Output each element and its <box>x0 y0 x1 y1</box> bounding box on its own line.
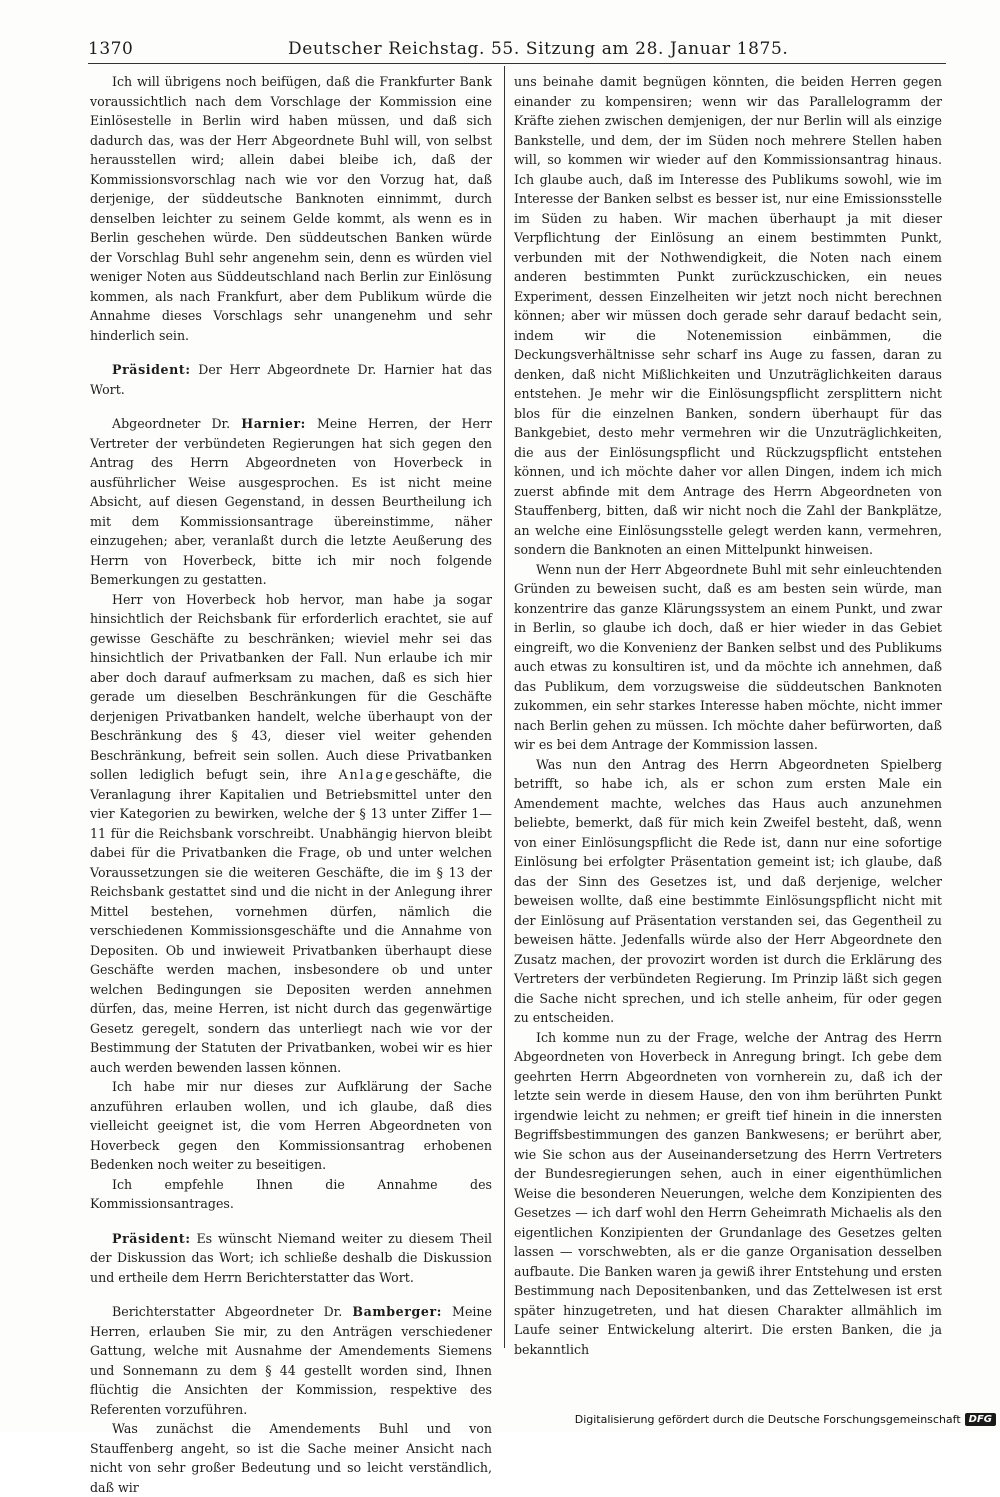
paragraph <box>90 414 492 590</box>
credit-text: Digitalisierung gefördert durch die Deutsche Forschungsgemeinschaft <box>574 1413 961 1426</box>
paragraph: uns beinahe damit begnügen könnten, die beiden Herren gegen einander zu kompensiren; wenn wir das Parallelogramm der Kräfte ziehen zwischen demjenigen, der nur Berlin will als einzige Bankstelle, und dem, der im Süden noch mehrere Stellen haben will, so kommen wir wieder auf den Kommissionsantrag hinaus. Ich glaube auch, daß im Interesse des Publikums sowohl, wie im Interesse der Banken selbst es besser ist, nur eine Emissionsstelle im Süden zu haben. Wir machen überhaupt ja mit dieser Verpflichtung der Einlösung an einem bestimmten Punkt, verbunden mit der Nothwendigkeit, die Noten nach einem anderen bestimmten Punkt zurückzuschicken, ein neues Experiment, dessen Einzelheiten wir jetzt noch nicht berechnen können; aber wir müssen doch gerade sehr darauf bedacht sein, indem wir die Notenemission einbämmen, die Deckungsverhältnisse sehr scharf ins Auge zu fassen, daran zu denken, daß nicht Mißlichkeiten und Unzuträglichkeiten daraus entstehen. Je mehr wir die Einlösungspflicht zersplittern nicht blos für die einzelnen Banken, sondern überhaupt für das Bankgebiet, desto mehr vermehren wir die Unzuträglichkeiten, die aus der Einlösungspflicht und Rückzugspflicht entstehen können, und ich möchte daher vor allen Dingen, indem ich mich zuerst abfinde mit dem Antrage des Herrn Abgeordneten von Stauffenberg, bitten, daß wir nicht noch die Zahl der Bankplätze, an welche eine Einlösungsstelle gelegt werden kann, vermehren, sondern die Banknoten an einen Mittelpunkt hinweisen. <box>514 74 942 557</box>
header-rule <box>88 63 946 64</box>
speaker-name: Bamberger: <box>352 1304 443 1319</box>
paragraph: Wenn nun der Herr Abgeordnete Buhl mit sehr einleuchtenden Gründen zu beweisen sucht, daß es am besten sein würde, man konzentrire das ganze Klärungssystem an einem Punkt, und zwar in Berlin, so glaube ich doch, daß er hier wieder in das Gebiet eingreift, wo die Konvenienz der Banken selbst und des Publikums auch etwas zu konsultiren ist, und da möchte ich annehmen, daß das Publikum, dem vorzugsweise die süddeutschen Banknoten zukommen, ein sehr starkes Interesse haben möchte, nicht immer nach Berlin gehen zu müssen. Ich möchte daher befürworten, daß wir es bei dem Antrage der Kommission lassen. <box>514 561 942 752</box>
page-number: 1370 <box>88 39 134 59</box>
paragraph: Was nun den Antrag des Herrn Abgeordneten Spielberg betrifft, so habe ich, als er schon zum ersten Male ein Amendement machte, welches das Haus auch anzunehmen beliebte, bemerkt, daß für mich kein Zweifel besteht, daß, wenn von einer Einlösungspflicht die Rede ist, dann nur eine sofortige Einlösung bei erfolgter Präsentation gemeint ist; ich glaube, daß das der Sinn des Gesetzes ist, und daß derjenige, welcher beweisen wollte, daß eine bestimmte Einlösungspflicht nicht mit der Einlösung auf Präsentation verstanden sei, das Gegentheil zu beweisen hätte. Jedenfalls würde also der Herr Abgeordnete den Zusatz machen, der provozirt worden ist durch die Erklärung des Vertreters der verbündeten Regierung. Im Prinzip läßt sich gegen die Sache nicht sprechen, und ich stelle anheim, für oder gegen zu entscheiden. <box>514 756 942 1025</box>
running-title: Deutscher Reichstag. 55. Sitzung am 28. Januar 1875. <box>288 39 789 59</box>
paragraph <box>90 1229 492 1288</box>
speech-text: Meine Herren, der Herr Vertreter der verbündeten Regierungen hat sich gegen den Antrag des Herrn Abgeordneten von Hoverbeck in ausführlicher Weise ausgesprochen. Es ist nicht meine Absicht, auf diesen Gegenstand, in dessen Beurtheilung ich mit dem Kommissionsantrage übereinstimme, näher einzugehen; aber, veranlaßt durch die letzte Aeußerung des Herrn von Hoverbeck, bitte ich mir noch folgende Bemerkungen zu gestatten. <box>90 416 492 587</box>
paragraph: Was zunächst die Amendements Buhl und von Stauffenberg angeht, so ist die Sache meiner Ansicht nach nicht von sehr großer Bedeutung und so leicht verständlich, daß wir <box>90 1421 492 1495</box>
paragraph: Ich empfehle Ihnen die Annahme des Kommissionsantrages. <box>90 1176 492 1211</box>
speech-text: Es wünscht Niemand weiter zu diesem Theil der Diskussion das Wort; ich schließe deshalb die Diskussion und ertheile dem Herrn Berichterstatter das Wort. <box>90 1230 492 1285</box>
speaker-title: Abgeordneter Dr. <box>112 416 242 431</box>
speaker-name: Präsident: <box>112 362 191 377</box>
paragraph: Ich komme nun zu der Frage, welche der Antrag des Herrn Abgeordneten von Hoverbeck in Anregung bringt. Ich gebe dem geehrten Herrn Abgeordneten von vornherein zu, daß ich der letzte sein werde in diesem Hause, den von ihm berührten Punkt irgendwie leicht zu nehmen; er greift tief hinein in die innersten Begriffsbestimmungen des ganzen Bankwesens; er berührt aber, wie Sie schon aus der Auseinandersetzung des Herrn Vertreters der Bundesregierungen sehen, auch in einer eigenthümlichen Weise die besonderen Neuerungen, welche dem Konzipienten des Gesetzes — ich darf wohl den Herrn Geheimrath Michaelis als den eigentlichen Konzipienten der Grundanlage des Gesetzes gelten lassen — vorschwebten, als er die ganze Organisation desselben aufbaute. Die Banken waren ja gewiß ihrer Entstehung und ersten Bestimmung nach Depositenbanken, und das Zettelwesen ist erst später hinzugetreten, und hat diesen Charakter allmählich im Laufe seiner Entwickelung alterirt. Die ersten Banken, die ja bekanntlich <box>514 1029 942 1357</box>
speaker-title: Berichterstatter Abgeordneter Dr. <box>112 1304 353 1319</box>
paragraph <box>90 360 492 399</box>
speaker-name: Präsident: <box>112 1230 191 1246</box>
column-divider <box>504 66 505 1348</box>
speech-text: Meine Herren, erlauben Sie mir, zu den Anträgen verschiedener Gattung, welche mit Ausnahme der Amendements Siemens und Sonnemann zu dem § 44 gestellt worden sind, Ihnen flüchtig die Ansichten der Kommission, respektive des Referenten vorzuführen. <box>90 1304 492 1417</box>
left-column <box>90 72 492 1495</box>
paragraph <box>90 590 492 1078</box>
dfg-logo-icon: DFG <box>965 1413 996 1426</box>
emphasized-word: Anlage <box>338 767 395 782</box>
speech-text: Der Herr Abgeordnete Dr. Harnier hat das Wort. <box>90 362 492 397</box>
paragraph: Ich habe mir nur dieses zur Aufklärung der Sache anzuführen erlauben wollen, und ich glaube, daß dies vielleicht geeignet ist, die vom Herren Abgeordneten von Hoverbeck gegen den Kommissionsantrag erhobenen Bedenken noch weiter zu beseitigen. <box>90 1079 492 1172</box>
paragraph <box>90 1302 492 1419</box>
paragraph: Ich will übrigens noch beifügen, daß die Frankfurter Bank voraussichtlich nach dem Vorschlage der Kommission eine Einlösestelle in Berlin wird haben müssen, und daß sich dadurch das, was der Herr Abgeordnete Buhl will, von selbst herausstellen wird; allein dabei bleibe ich, daß der Kommissionsvorschlag nach wie vor den Vorzug hat, daß derjenige, der süddeutsche Banknoten einnimmt, durch denselben leichter zu seinem Gelde kommt, als wenn es in Berlin geschehen würde. Den süddeutschen Banken würde der Vorschlag Buhl sehr angenehm sein, denn es würden viel weniger Noten aus Süddeutschland nach Berlin zur Einlösung kommen, als nach Frankfurt, aber dem Publikum würde die Annahme dieses Vorschlags sehr unangenehm und sehr hinderlich sein. <box>90 74 492 343</box>
speech-text: geschäfte, die Veranlagung ihrer Kapitalien und Betriebsmittel unter den vier Kategorien zu bewirken, welche der § 13 unter Ziffer 1—11 für die Reichsbank vorschreibt. Unabhängig hiervon bleibt dabei für die Privatbanken die Frage, ob und unter welchen Voraussetzungen sie die weiteren Geschäfte, die im § 13 der Reichsbank gestattet sind und die nicht in der Anlegung ihrer Mittel bestehen, vornehmen dürfen, nämlich die verschiedenen Kommissionsgeschäfte und die Annahme von Depositen. Ob und inwieweit Privatbanken überhaupt diese Geschäfte werden machen, insbesondere ob und unter welchen Bedingungen sie Depositen werden annehmen dürfen, das, meine Herren, ist nicht durch das gegenwärtige Gesetz geregelt, sondern das unterliegt nach wie vor der Bestimmung der Statuten der Privatbanken, wobei wir es hier auch werden bewenden lassen können. <box>90 767 492 1075</box>
speaker-name: Harnier: <box>241 416 306 431</box>
digitization-credit <box>575 1413 996 1426</box>
page-header <box>88 36 948 62</box>
speech-text: Herr von Hoverbeck hob hervor, man habe ja sogar hinsichtlich der Reichsbank für erforderlich erachtet, sie auf gewisse Geschäfte zu beschränken; wieviel mehr sei das hinsichtlich der Privatbanken der Fall. Nun erlaube ich mir aber doch darauf aufmerksam zu machen, daß es sich hier gerade um dieselben Beschränkungen für die Geschäfte derjenigen Privatbanken handelt, welche überhaupt von der Beschränkung des § 43, dieser viel weiter gehenden Beschränkung, befreit sein sollen. Auch diese Privatbanken sollen lediglich befugt sein, ihre <box>90 591 492 782</box>
right-column <box>514 72 942 1357</box>
